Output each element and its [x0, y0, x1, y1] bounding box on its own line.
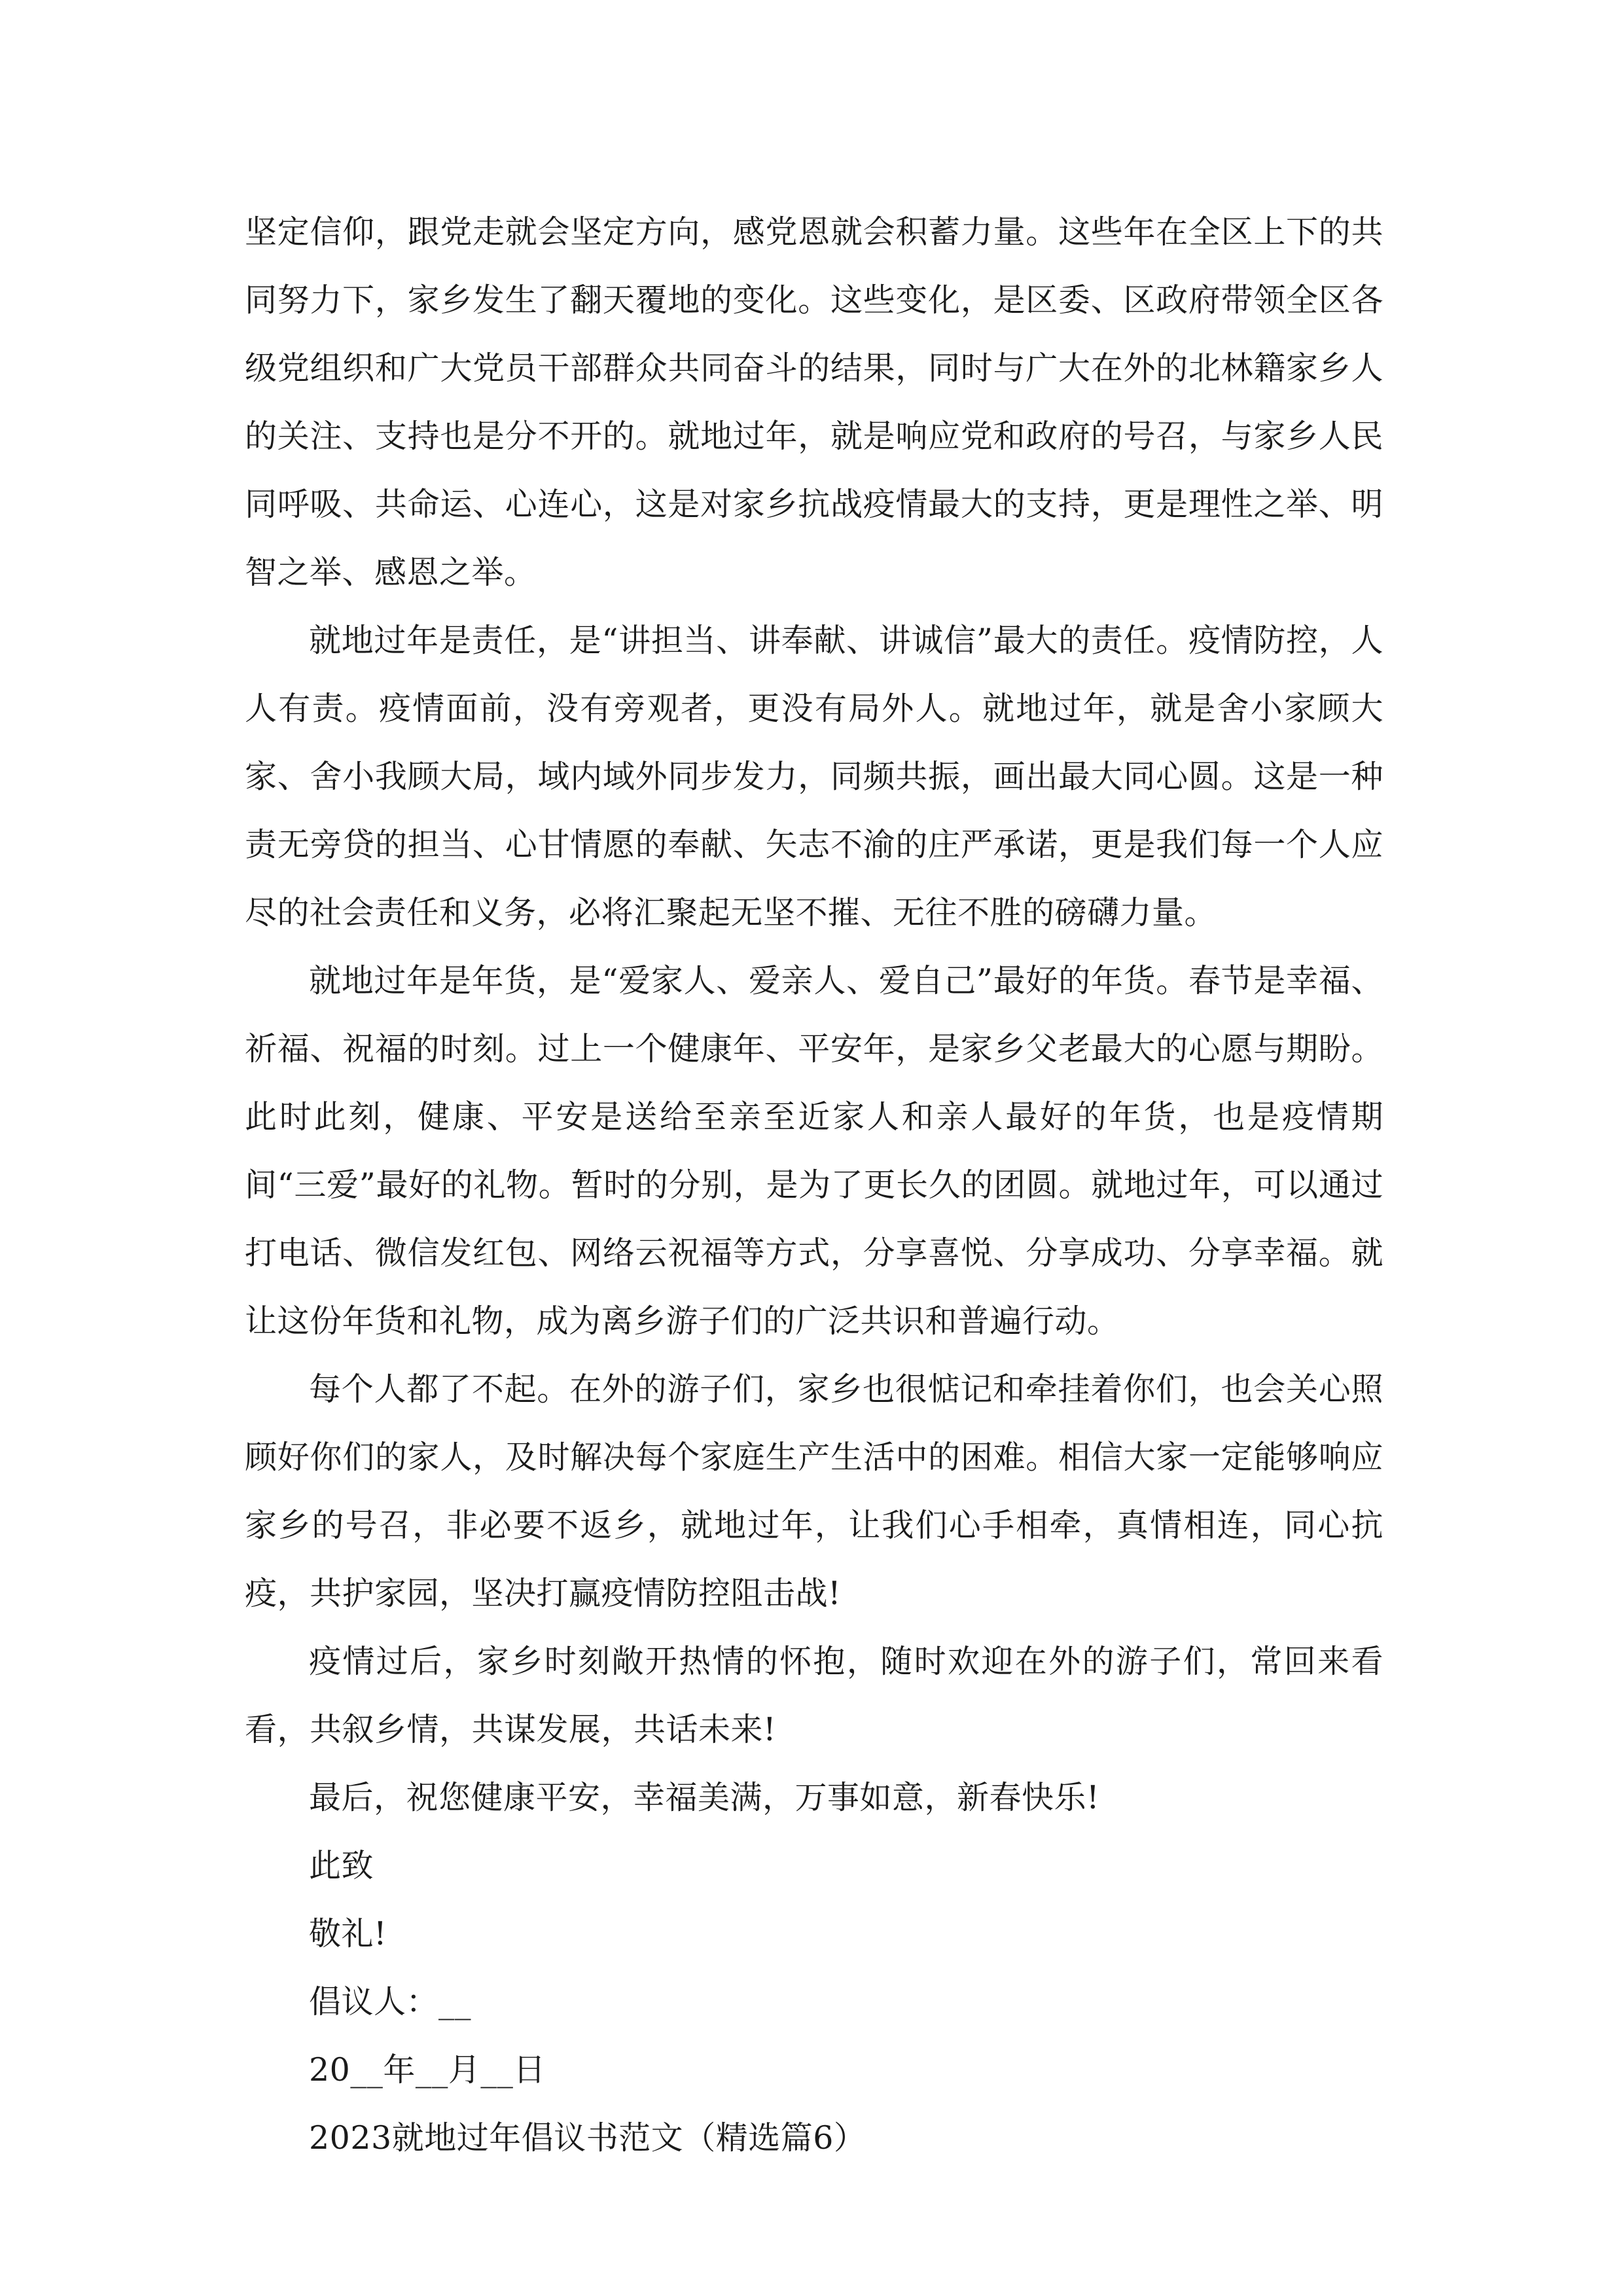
salutation-cizhi: 此致 [309, 1847, 374, 1884]
paragraph-1: 坚定信仰，跟党走就会坚定方向，感党恩就会积蓄力量。这些年在全区上下的共同努力下，家乡发生了翻天覆地的变化。这些变化，是区委、区政府带领全区各级党组织和广大党员干部群众共同奋斗的结果，同时与广大在外的北林籍家乡人的关注、支持也是分不开的。就地过年，就是响应党和政府的号召，与家乡人民同呼吸、共命运、心连心，这是对家乡抗战疫情最大的支持，更是理性之举、明智之举、感恩之举。 [245, 213, 1383, 591]
signer-line: 倡议人：__ [309, 1983, 472, 2020]
paragraph-4: 每个人都了不起。在外的游子们，家乡也很惦记和牵挂着你们，也会关心照顾好你们的家人，及时解决每个家庭生产生活中的困难。相信大家一定能够响应家乡的号召，非必要不返乡，就地过年，让我们心手相牵，真情相连，同心抗疫，共护家园，坚决打赢疫情防控阻击战! [245, 1371, 1383, 1612]
closing-wish: 最后，祝您健康平安，幸福美满，万事如意，新春快乐! [309, 1779, 1100, 1816]
date-line: 20__年__月__日 [309, 2051, 546, 2089]
next-section-title: 2023就地过年倡议书范文（精选篇6） [309, 2119, 866, 2157]
salutation-jingli: 敬礼! [309, 1915, 387, 1952]
paragraph-2: 就地过年是责任，是“讲担当、讲奉献、讲诚信”最大的责任。疫情防控，人人有责。疫情面前，没有旁观者，更没有局外人。就地过年，就是舍小家顾大家、舍小我顾大局，域内域外同步发力，同频共振，画出最大同心圆。这是一种责无旁贷的担当、心甘情愿的奉献、矢志不渝的庄严承诺，更是我们每一个人应尽的社会责任和义务，必将汇聚起无坚不摧、无往不胜的磅礴力量。 [245, 622, 1383, 931]
paragraph-5: 疫情过后，家乡时刻敞开热情的怀抱，随时欢迎在外的游子们，常回来看看，共叙乡情，共谋发展，共话未来! [245, 1643, 1383, 1748]
paragraph-3: 就地过年是年货，是“爱家人、爱亲人、爱自己”最好的年货。春节是幸福、祈福、祝福的时刻。过上一个健康年、平安年，是家乡父老最大的心愿与期盼。此时此刻，健康、平安是送给至亲至近家人和亲人最好的年货，也是疫情期间“三爱”最好的礼物。暂时的分别，是为了更长久的团圆。就地过年，可以通过打电话、微信发红包、网络云祝福等方式，分享喜悦、分享成功、分享幸福。就让这份年货和礼物，成为离乡游子们的广泛共识和普遍行动。 [245, 962, 1383, 1340]
document-body [245, 198, 1383, 2172]
